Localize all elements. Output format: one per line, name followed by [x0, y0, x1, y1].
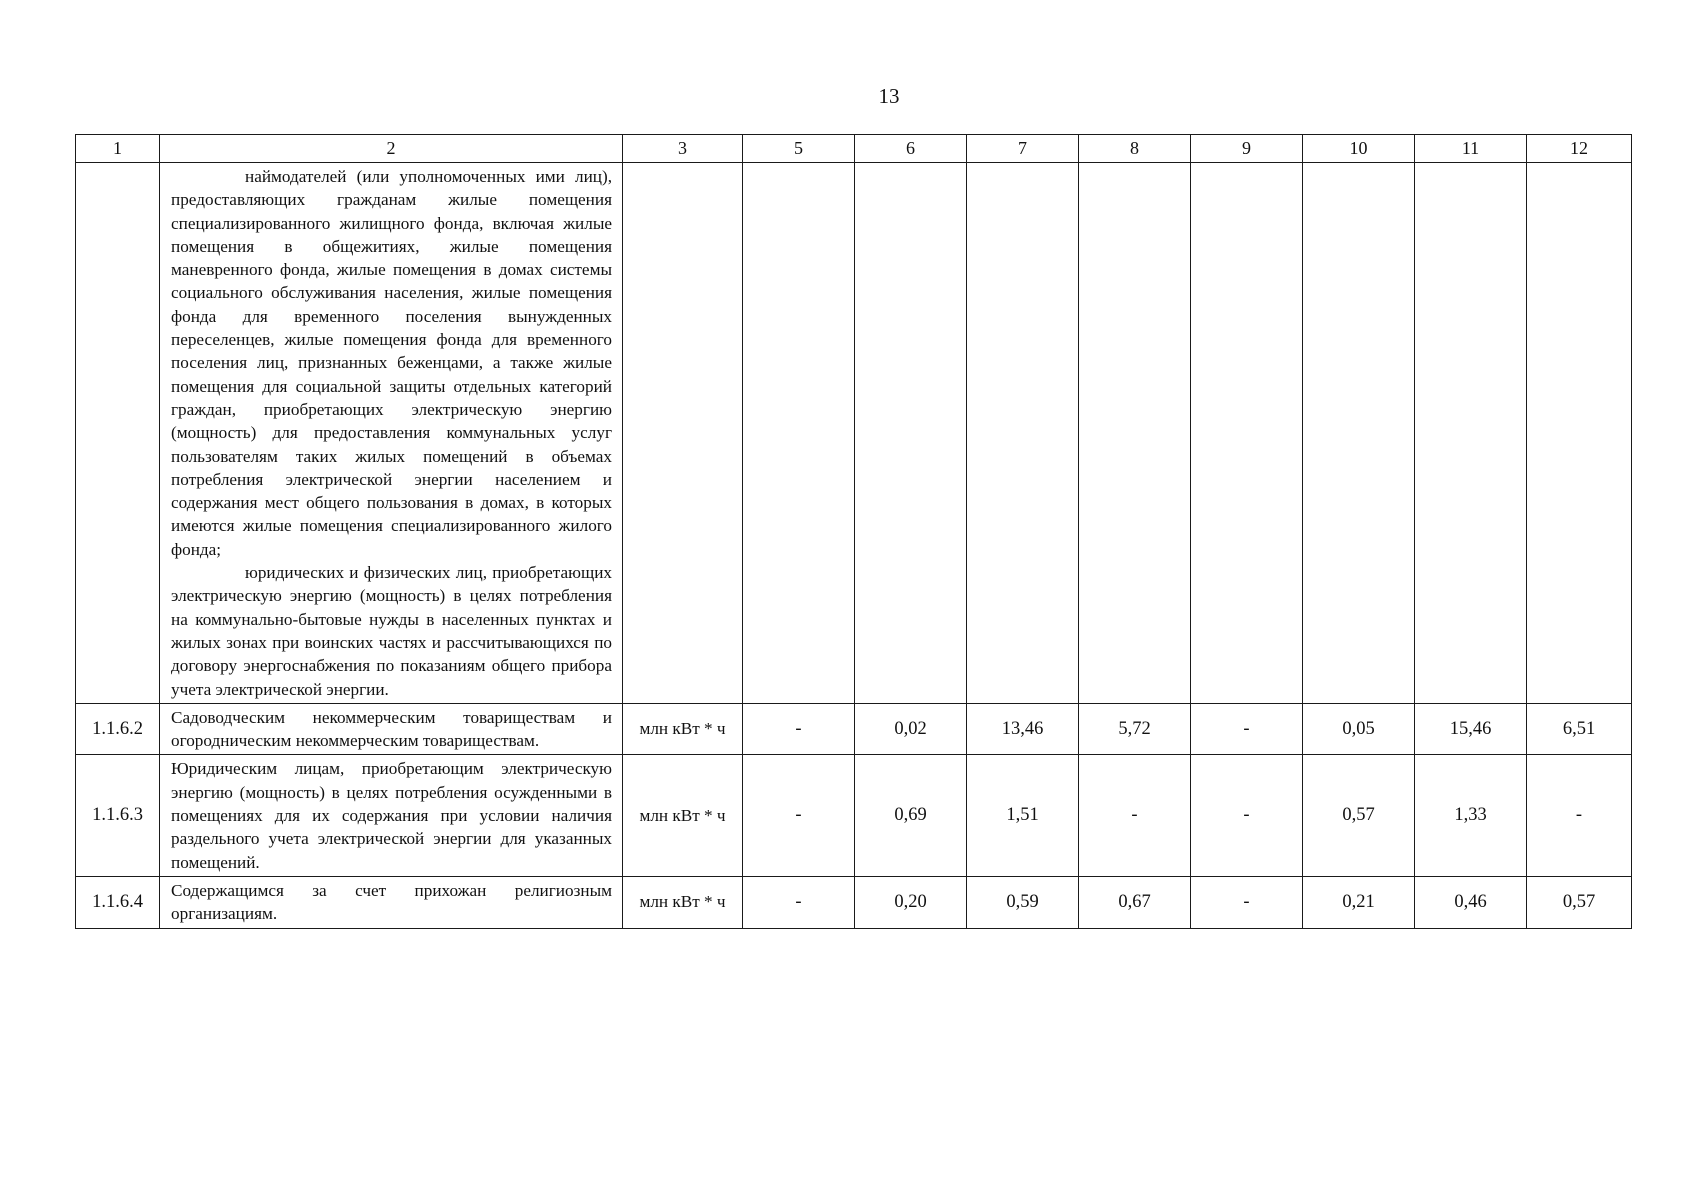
- value-cell: 0,02: [855, 703, 967, 755]
- table-row: [76, 755, 1632, 876]
- table-row: [76, 703, 1632, 755]
- row-unit: млн кВт * ч: [623, 755, 743, 876]
- description-paragraph: Юридическим лицам, приобретающим электрическую энергию (мощность) в целях потребления осужденными в помещениях для их содержания при условии наличия раздельного учета электрической энергии для указанных помещений.: [171, 759, 612, 872]
- value-cell: 0,57: [1527, 876, 1632, 928]
- value-cell: [1415, 163, 1527, 704]
- description-paragraph: наймодателей (или уполномоченных ими лиц), предоставляющих гражданам жилые помещения специализированного жилищного фонда, включая жилые помещения в общежитиях, жилые помещения маневренного фонда, жилые помещения в домах системы социального обслуживания населения, жилые помещения фонда для временного поселения вынужденных переселенцев, жилые помещения фонда для временного поселения лиц, признанных беженцами, а также жилые помещения для социальной защиты отдельных категорий граждан, приобретающих электрическую энергию (мощность) для предоставления коммунальных услуг пользователям таких жилых помещений в объемах потребления электрической энергии населением и содержания мест общего пользования в домах, в которых имеются жилые помещения специализированного жилого фонда;: [171, 167, 612, 559]
- data-table-wrapper: [75, 134, 1631, 929]
- row-code: 1.1.6.2: [76, 703, 160, 755]
- value-cell: 1,33: [1415, 755, 1527, 876]
- table-body: [76, 163, 1632, 929]
- value-cell: -: [1191, 876, 1303, 928]
- value-cell: 5,72: [1079, 703, 1191, 755]
- row-description: [160, 163, 623, 704]
- value-cell: [1191, 163, 1303, 704]
- header-cell: 1: [76, 135, 160, 163]
- header-cell: 5: [743, 135, 855, 163]
- value-cell: 6,51: [1527, 703, 1632, 755]
- header-cell: 10: [1303, 135, 1415, 163]
- value-cell: -: [1191, 703, 1303, 755]
- header-cell: 6: [855, 135, 967, 163]
- table-header: [76, 135, 1632, 163]
- description-paragraph: юридических и физических лиц, приобретающих электрическую энергию (мощность) в целях потребления на коммунально-бытовые нужды в населенных пунктах и жилых зонах при воинских частях и рассчитывающихся по договору энергоснабжения по показаниям общего прибора учета электрической энергии.: [171, 563, 612, 699]
- value-cell: 0,21: [1303, 876, 1415, 928]
- header-cell: 9: [1191, 135, 1303, 163]
- description-paragraph: Содержащимся за счет прихожан религиозным организациям.: [171, 880, 612, 924]
- value-cell: 0,20: [855, 876, 967, 928]
- value-cell: -: [1527, 755, 1632, 876]
- header-cell: 11: [1415, 135, 1527, 163]
- row-unit: [623, 163, 743, 704]
- row-unit: млн кВт * ч: [623, 876, 743, 928]
- description-paragraph: Садоводческим некоммерческим товариществам и огородническим некоммерческим товариществам.: [171, 707, 612, 751]
- header-cell: 8: [1079, 135, 1191, 163]
- header-row: [76, 135, 1632, 163]
- value-cell: 13,46: [967, 703, 1079, 755]
- row-code: [76, 163, 160, 704]
- value-cell: [743, 163, 855, 704]
- table-row: [76, 876, 1632, 928]
- value-cell: [855, 163, 967, 704]
- value-cell: [1303, 163, 1415, 704]
- value-cell: -: [743, 703, 855, 755]
- header-cell: 7: [967, 135, 1079, 163]
- row-description: [160, 755, 623, 876]
- value-cell: 1,51: [967, 755, 1079, 876]
- value-cell: [1527, 163, 1632, 704]
- value-cell: -: [1191, 755, 1303, 876]
- value-cell: 0,57: [1303, 755, 1415, 876]
- header-cell: 2: [160, 135, 623, 163]
- value-cell: -: [743, 876, 855, 928]
- table-row: [76, 163, 1632, 704]
- data-table: [75, 134, 1632, 929]
- value-cell: 0,69: [855, 755, 967, 876]
- header-cell: 3: [623, 135, 743, 163]
- value-cell: [967, 163, 1079, 704]
- row-code: 1.1.6.4: [76, 876, 160, 928]
- header-cell: 12: [1527, 135, 1632, 163]
- row-unit: млн кВт * ч: [623, 703, 743, 755]
- value-cell: 0,59: [967, 876, 1079, 928]
- page-number: 13: [878, 84, 900, 108]
- value-cell: 0,67: [1079, 876, 1191, 928]
- value-cell: -: [1079, 755, 1191, 876]
- value-cell: 15,46: [1415, 703, 1527, 755]
- row-description: [160, 703, 623, 755]
- row-code: 1.1.6.3: [76, 755, 160, 876]
- value-cell: -: [743, 755, 855, 876]
- value-cell: [1079, 163, 1191, 704]
- value-cell: 0,05: [1303, 703, 1415, 755]
- row-description: [160, 876, 623, 928]
- value-cell: 0,46: [1415, 876, 1527, 928]
